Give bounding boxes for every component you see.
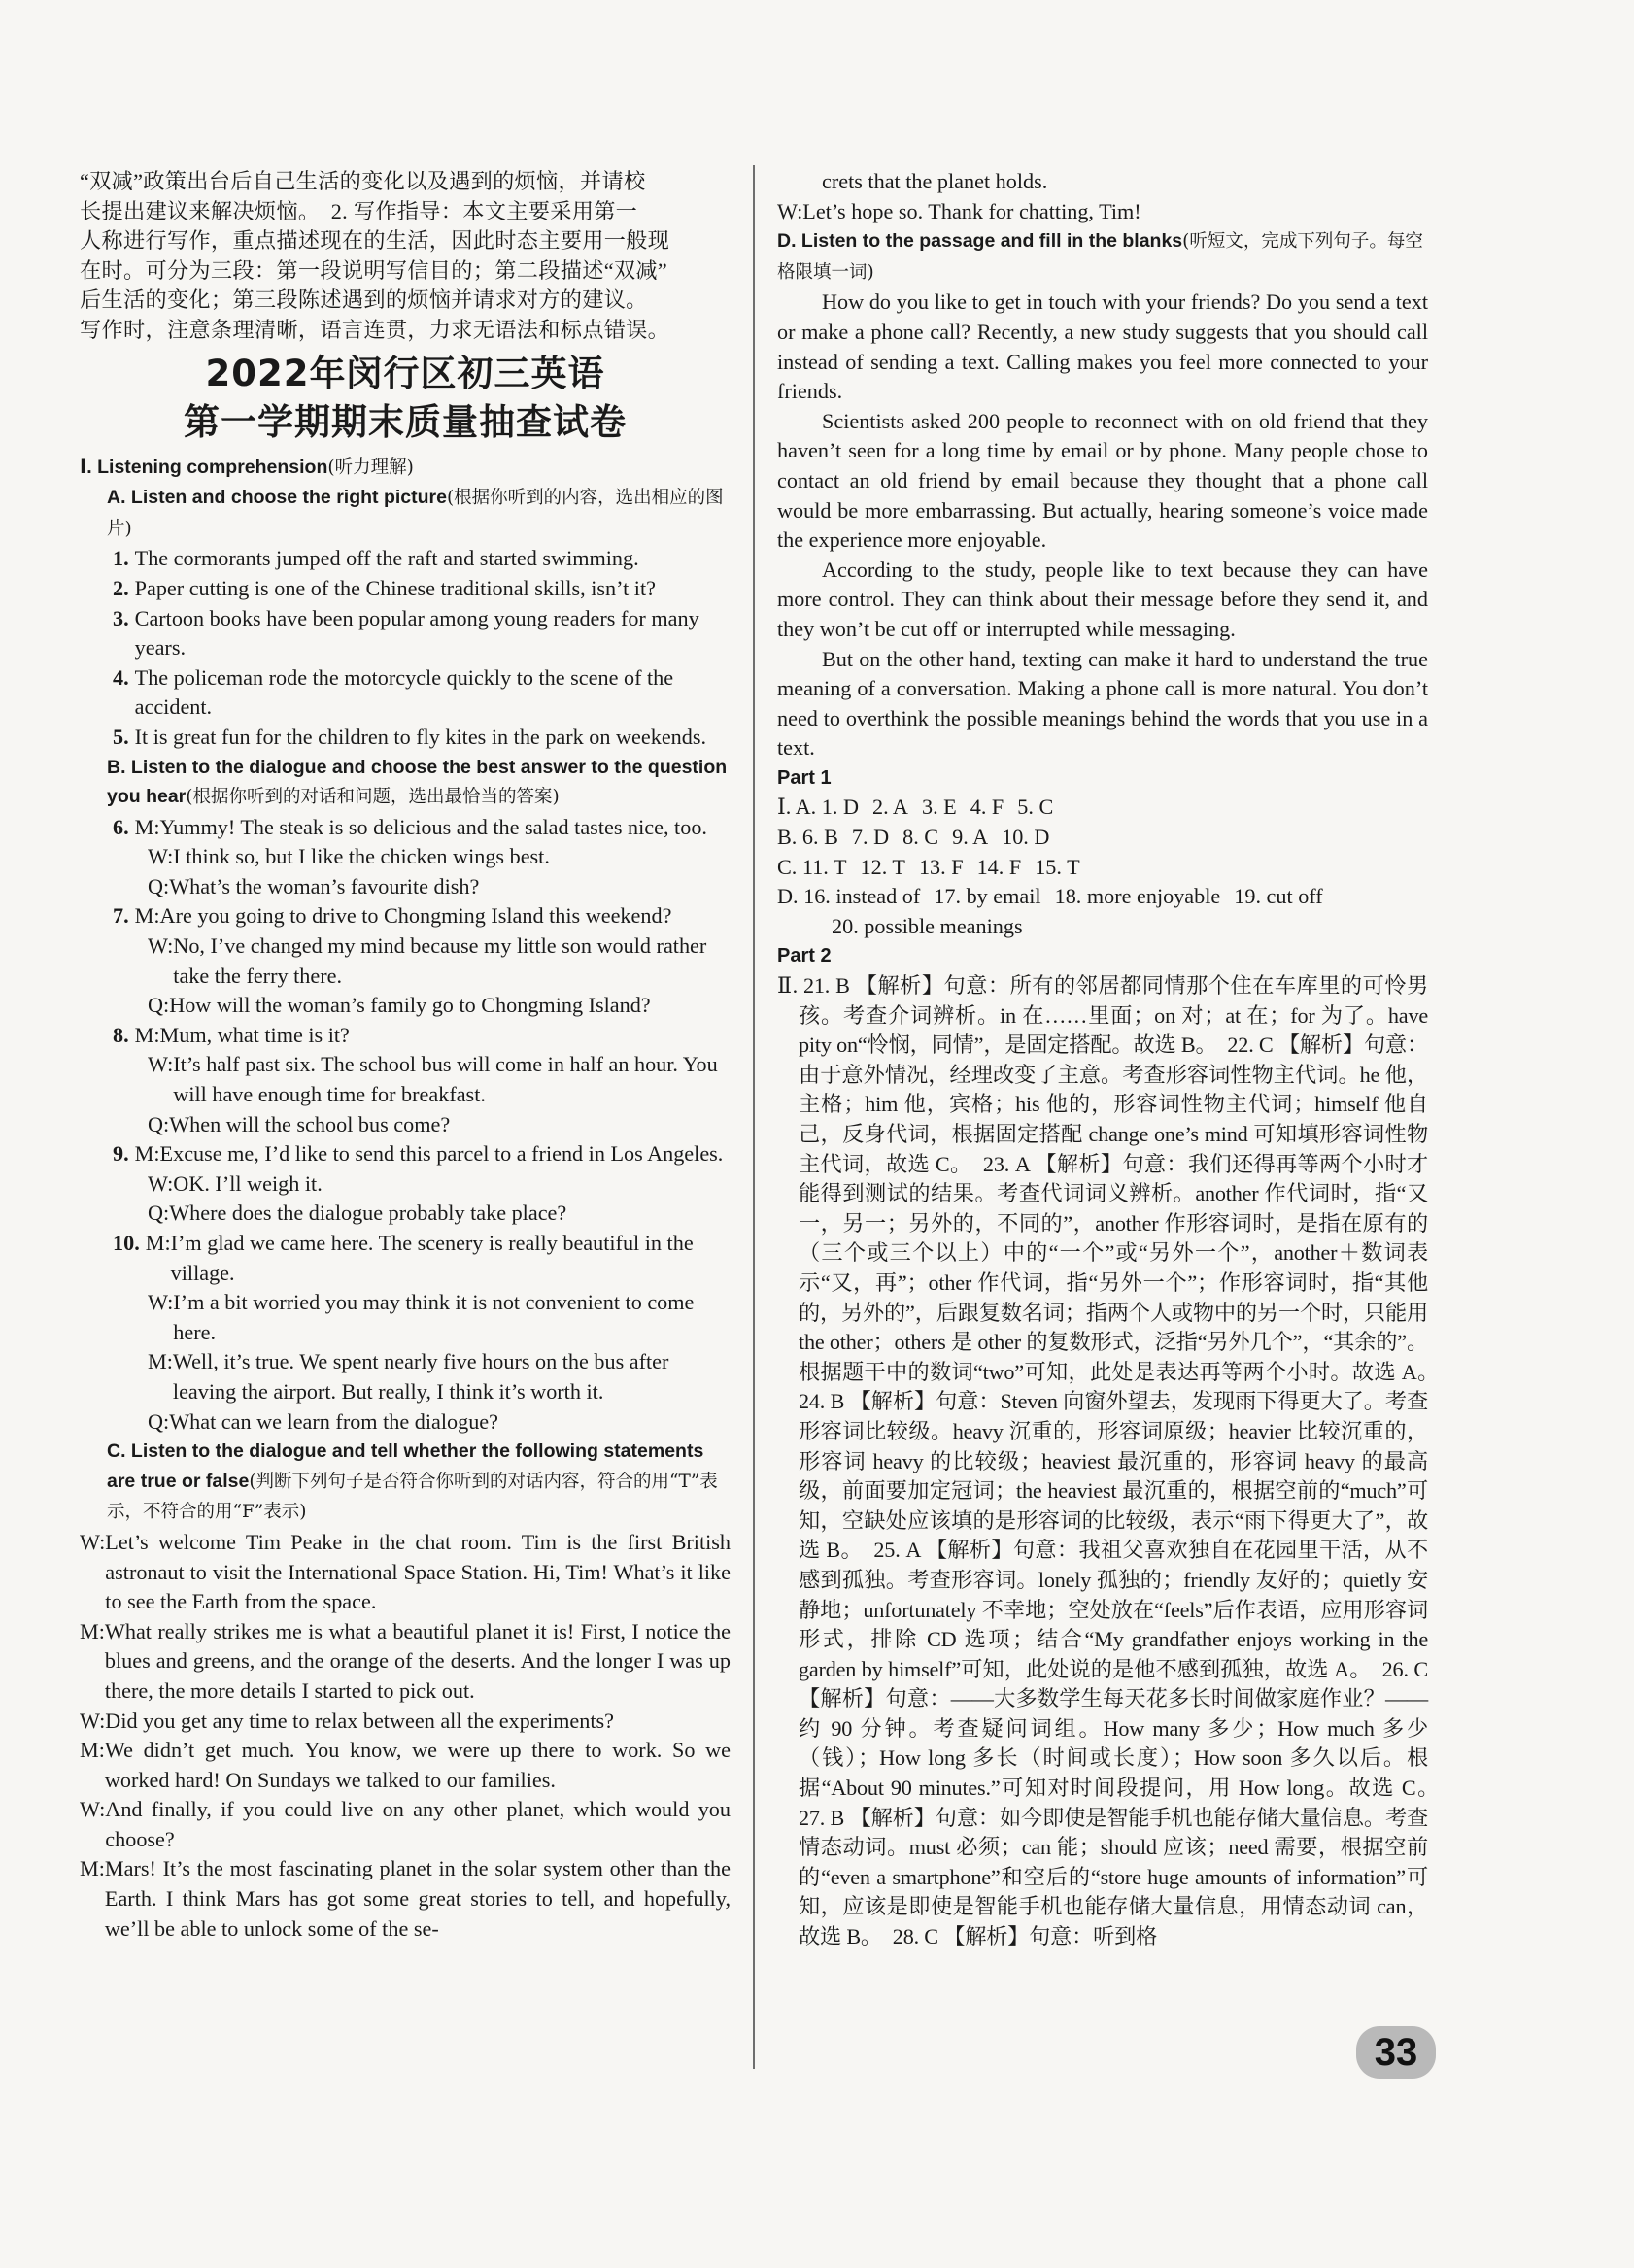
item-text: It is great fun for the children to fly kites in the park on weekends. (134, 724, 707, 749)
dialogue-text: No, I’ve changed my mind because my little son would rather take the ferry there. (173, 933, 707, 988)
dialogue-text: Are you going to drive to Chongming Island this weekend? (159, 903, 672, 929)
answer-key (777, 793, 1428, 941)
item-number: 1. (113, 546, 129, 571)
speaker-label: Q: (148, 1201, 170, 1226)
roman-numeral: Ⅰ. (80, 456, 92, 478)
answer-entry: C. 11. T (777, 854, 847, 879)
dialogue-line (80, 1050, 731, 1109)
answer-entry: 17. by email (934, 884, 1041, 909)
subsection-title-cn: (听短文，完成下列句子。每空格限填一词) (777, 231, 1423, 283)
dialogue-text: Yummy! The steak is so delicious and the salad tastes nice, too. (159, 814, 707, 839)
speaker-label: Q: (148, 1111, 170, 1136)
item-text: Cartoon books have been popular among young readers for many years. (134, 605, 699, 660)
dialogue-text: When will the school bus come? (169, 1111, 451, 1136)
answer-entry: 20. possible meanings (832, 913, 1023, 938)
speaker-label: Q: (148, 993, 170, 1018)
dialogue-text: Let’s hope so. Thank for chatting, Tim! (802, 198, 1141, 223)
listening-item (80, 574, 731, 604)
dialogue-text: How will the woman’s family go to Chongming Island? (169, 993, 651, 1018)
speaker-label: M: (134, 903, 160, 929)
dialogue-line (80, 1617, 731, 1707)
subsection-heading-a (80, 483, 731, 544)
answer-entry: B. 6. B (777, 825, 838, 850)
page-number: 33 (1356, 2026, 1436, 2079)
speaker-label: W: (80, 1797, 106, 1822)
answer-entry: 19. cut off (1234, 884, 1323, 909)
dialogue-continuation: crets that the planet holds. (822, 169, 1048, 193)
intro-line: 后生活的变化；第三段陈述遇到的烦恼并请求对方的建议。 (80, 288, 648, 313)
dialogue-text: Well, it’s true. We spent nearly five hours on the bus after leaving the airport. But really, I think it’s worth it. (172, 1349, 669, 1404)
answer-entry: D. 16. instead of (777, 884, 921, 909)
exam-title-line1: 2022年闵行区初三英语 (205, 352, 605, 394)
dialogue-line (80, 991, 731, 1021)
speaker-label: M: (148, 1349, 173, 1374)
answer-entry: 14. F (976, 854, 1022, 879)
dialogue-line (80, 1528, 731, 1617)
dialogue-line (80, 813, 731, 843)
dialogue-line (80, 931, 731, 991)
answer-entry: 8. C (902, 825, 939, 850)
answer-entry: 9. A (952, 825, 989, 850)
answer-entry: 4. F (970, 795, 1004, 820)
explanation-text: Ⅱ. 21. B 【解析】句意：所有的邻居都同情那个住在车库里的可怜男孩。考查介词辨析。in 在……里面；on 对；at 在；for 为了。have pity on“怜悯，同情”，是固定搭配。故选 B。 22. C 【解析】句意：由于意外情况，经理改变了主意。考查形容词性物主代词。he 他，主格；him 他，宾格；his 他的，形容词性物主代词；himself 他自己，反身代词，根据固定搭配 change one’s mind 可知填形容词性物主代词，故选 C。 23. A 【解析】句意：我们还得再等两个小时才能得到测试的结果。考查代词词义辨析。another 作代词时，指“又一，另一；另外的，不同的”，another 作形容词时，是指在原有的（三个或三个以上）中的“一个”或“另外一个”，another＋数词表示“又，再”；other 作代词，指“另外一个”；作形容词时，指“其他的，另外的”，后跟复数名词；指两个人或物中的另一个时，只能用 the other；others 是 other 的复数形式，泛指“另外几个”，“其余的”。根据题干中的数词“two”可知，此处是表达再等两个小时。故选 A。 24. B 【解析】句意：Steven 向窗外望去，发现雨下得更大了。考查形容词比较级。heavy 沉重的，形容词原级；heavier 比较沉重的，形容词 heavy 的比较级；heaviest 最沉重的，形容词 heavy 的最高级，前面要加定冠词；the heaviest 最沉重的，根据空前的“much”可知，空缺处应该填的是形容词的比较级，表示“雨下得更大了”，故选 B。 25. A 【解析】句意：我祖父喜欢独自在花园里干活，从不感到孤独。考查形容词。lonely 孤独的；friendly 友好的；quietly 安静地；unfortunately 不幸地；空处放在“feels”后作表语，应用形容词形式，排除 CD 选项；结合“My grandfather enjoys working in the garden by himself”可知，此处说的是他不感到孤独，故选 A。 26. C 【解析】句意：——大多数学生每天花多长时间做家庭作业？——约 90 分钟。考查疑问词组。How many 多少；How much 多少（钱）；How long 多长（时间或长度）；How soon 多久以后。根据“About 90 minutes.”可知对时间段提问，用 How long。故选 C。 27. B 【解析】句意：如今即使是智能手机也能存储大量信息。考查情态动词。must 必须；can 能；should 应该；need 需要，根据空前的“even a smartphone”和空后的“store huge amounts of information”可知，应该是即使是智能手机也能存储大量信息，用情态动词 can，故选 B。 28. C 【解析】句意：听到格 (777, 973, 1449, 1949)
dialogue-text: Let’s welcome Tim Peake in the chat room. Tim is the first British astronaut to visit the International Space Station. Hi, Tim! What’s it like to see the Earth from the space. (105, 1529, 731, 1614)
subsection-title-cn: (根据你听到的内容，选出相应的图片) (107, 488, 724, 539)
speaker-label: W: (80, 1708, 106, 1733)
dialogue-text: I’m glad we came here. The scenery is really beautiful in the village. (170, 1231, 694, 1285)
section-title-en: Listening comprehension (97, 456, 328, 478)
answer-entry: 7. D (851, 825, 890, 850)
subsection-title-cn: (判断下列句子是否符合你听到的对话内容，符合的用“T”表示，不符合的用“F”表示) (107, 1471, 718, 1523)
item-number: 10. (113, 1231, 140, 1255)
item-text: The cormorants jumped off the raft and started swimming. (134, 546, 639, 571)
speaker-label: Q: (148, 1408, 170, 1434)
intro-line: 写作时，注意条理清晰，语言连贯，力求无语法和标点错误。 (80, 317, 670, 342)
answer-entry: 2. A (871, 795, 908, 820)
dialogue-text: I think so, but I like the chicken wings best. (173, 844, 550, 869)
dialogue-line (80, 1707, 731, 1737)
answer-row (777, 882, 1428, 912)
passage-paragraph: Scientists asked 200 people to reconnect with on old friend that they haven’t seen for a long time by email or by phone. Many people chose to contact an old friend by email because they thought that a phone call would be more embarrassing. But actually, hearing someone’s voice made the experience more enjoyable. (777, 408, 1428, 553)
dialogue-line (80, 872, 731, 902)
speaker-label: M: (80, 1856, 105, 1881)
subsection-title-cn: (根据你听到的对话和问题，选出最恰当的答案) (186, 787, 560, 808)
dialogue-line (80, 1199, 731, 1229)
intro-line: 长提出建议来解决烦恼。 2. 写作指导：本文主要采用第一 (80, 198, 638, 223)
answer-entry: 12. T (860, 854, 905, 879)
subsection-title-en: B. Listen to the dialogue and choose the best answer to the question you hear (107, 756, 728, 808)
dialogue-text: Did you get any time to relax between all the experiments? (105, 1708, 614, 1733)
dialogue-text: Excuse me, I’d like to send this parcel to a friend in Los Angeles. (159, 1141, 724, 1167)
right-column (777, 167, 1449, 1952)
section-heading-listening (80, 453, 731, 484)
subsection-title-en: D. Listen to the passage and fill in the blanks (777, 230, 1183, 253)
speaker-label: M: (80, 1618, 105, 1643)
subsection-heading-d (777, 226, 1428, 288)
speaker-label: W: (777, 198, 803, 223)
part-1-heading: Part 1 (777, 766, 832, 789)
passage-paragraph: But on the other hand, texting can make it hard to understand the true meaning of a conversation. Making a phone call is more natural. You don’t need to overthink the possible meanings behind the words that you use in a text. (777, 646, 1428, 761)
dialogue-text: Mars! It’s the most fascinating planet in the solar system other than the Earth. I think Mars has got some great stories to tell, and hopefully, we’ll be able to unlock some of the se- (104, 1856, 731, 1941)
answer-entry: 18. more enjoyable (1054, 884, 1221, 909)
column-divider (753, 165, 755, 2069)
dialogue-line (80, 1169, 731, 1200)
answer-row (777, 793, 1428, 823)
dialogue-text: What’s the woman’s favourite dish? (169, 873, 480, 898)
dialogue-line (80, 1139, 731, 1169)
passage-paragraph: How do you like to get in touch with your friends? Do you send a text or make a phone call? Recently, a new study suggests that you should call instead of sending a text. Calling makes you feel more connected to your friends. (777, 289, 1428, 404)
answer-entry: 3. E (921, 795, 957, 820)
dialogue-text: What can we learn from the dialogue? (169, 1408, 499, 1434)
dialogue-text: What really strikes me is what a beautiful planet it is! First, I notice the blues and greens, and the orange of the deserts. And the longer I was up there, the more details I started to pick out. (104, 1618, 731, 1703)
dialogue-line (80, 1736, 731, 1795)
item-number: 9. (113, 1141, 129, 1167)
answer-entry: 15. T (1035, 854, 1080, 879)
speaker-label: W: (148, 1170, 174, 1196)
dialogue-line (80, 842, 731, 872)
speaker-label: W: (148, 933, 174, 959)
speaker-label: W: (80, 1529, 106, 1554)
answer-row (777, 823, 1428, 853)
dialogue-line (80, 1795, 731, 1854)
speaker-label: W: (148, 1052, 174, 1077)
dialogue-text: I’m a bit worried you may think it is not convenient to come here. (173, 1290, 695, 1344)
subsection-title-en: A. Listen and choose the right picture (107, 487, 447, 509)
passage (777, 288, 1428, 763)
item-number: 3. (113, 605, 129, 630)
answer-entry: 13. F (918, 854, 964, 879)
dialogue-line (80, 1288, 731, 1347)
speaker-label: M: (134, 1022, 160, 1047)
intro-line: 人称进行写作，重点描述现在的生活，因此时态主要用一般现 (80, 228, 670, 254)
item-number: 8. (113, 1022, 129, 1047)
item-number: 7. (113, 903, 129, 929)
listening-item (80, 723, 731, 753)
answer-row (777, 853, 1428, 883)
dialogue-line (80, 1229, 731, 1288)
intro-line: 在时。可分为三段：第一段说明写信目的；第二段描述“双减” (80, 257, 667, 283)
section-a-items (80, 544, 731, 752)
item-text: Paper cutting is one of the Chinese traditional skills, isn’t it? (134, 575, 656, 600)
dialogue-line (80, 1407, 731, 1438)
exam-title-line2: 第一学期期末质量抽查试卷 (184, 400, 627, 443)
dialogue-line (80, 1854, 731, 1944)
speaker-label: M: (80, 1738, 105, 1763)
item-number: 2. (113, 575, 129, 600)
speaker-label: W: (148, 1290, 174, 1315)
item-text: The policeman rode the motorcycle quickly to the scene of the accident. (134, 664, 674, 720)
answer-entry: 10. D (1002, 825, 1050, 850)
dialogue-text: OK. I’ll weigh it. (173, 1170, 323, 1196)
dialogue-text: We didn’t get much. You know, we were up there to work. So we worked hard! On Sundays we talked to our families. (104, 1738, 731, 1792)
exam-title (80, 350, 731, 447)
subsection-heading-c (80, 1437, 731, 1528)
item-number: 5. (113, 724, 129, 749)
writing-guide-intro (80, 167, 731, 346)
item-number: 4. (113, 664, 129, 690)
speaker-label: M: (145, 1231, 171, 1255)
subsection-heading-b (80, 753, 731, 813)
speaker-label: M: (134, 1141, 160, 1167)
answer-entry: 5. C (1017, 795, 1054, 820)
speaker-label: Q: (148, 873, 170, 898)
intro-line: “双减”政策出台后自己生活的变化以及遇到的烦恼，并请校 (80, 169, 646, 193)
dialogue-text: Mum, what time is it? (159, 1022, 350, 1047)
item-number: 6. (113, 814, 129, 839)
dialogue-text: Where does the dialogue probably take place? (169, 1201, 567, 1226)
dialogue-line (80, 1110, 731, 1140)
listening-item (80, 544, 731, 574)
part-2-heading: Part 2 (777, 945, 832, 967)
dialogue-text: It’s half past six. The school bus will come in half an hour. You will have enough time for breakfast. (173, 1052, 718, 1107)
subsection-title-en: C. Listen to the dialogue and tell whether the following statements are true or false (107, 1440, 704, 1492)
answer-row (777, 912, 1428, 942)
speaker-label: W: (148, 844, 174, 869)
section-title-cn: (听力理解) (327, 457, 414, 478)
answer-entry: Ⅰ. A. 1. D (777, 795, 859, 820)
dialogue-line (777, 197, 1428, 227)
listening-item (80, 663, 731, 723)
section-c-dialogue (80, 1528, 731, 1944)
dialogue-text: And finally, if you could live on any other planet, which would you choose? (105, 1797, 731, 1851)
speaker-label: M: (134, 814, 160, 839)
dialogue-line (80, 1347, 731, 1406)
dialogue-line (80, 901, 731, 931)
dialogue-line (80, 1021, 731, 1051)
section-b-items (80, 813, 731, 1437)
listening-item (80, 604, 731, 663)
passage-paragraph: According to the study, people like to text because they can have more control. They can think about their message before they send it, and they won’t be cut off or interrupted while messaging. (777, 557, 1428, 641)
left-column (80, 167, 731, 1944)
